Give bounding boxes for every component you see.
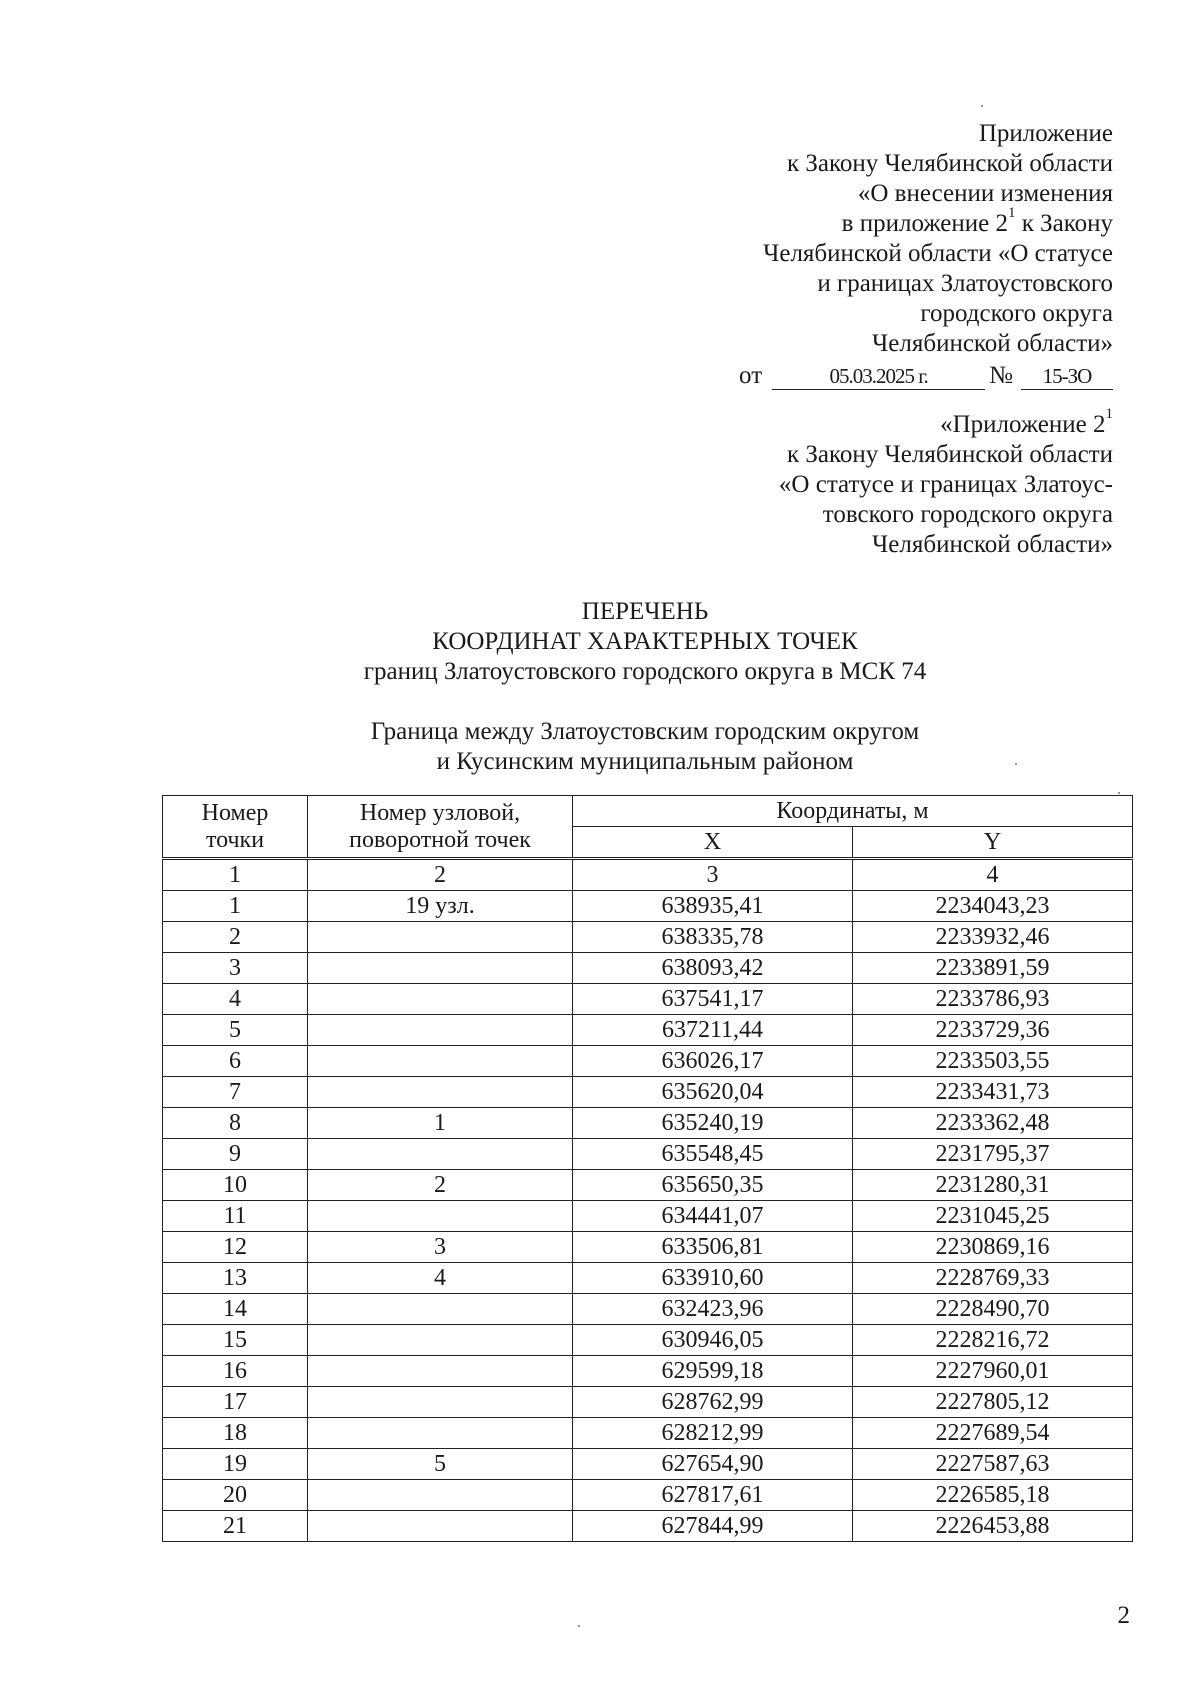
- annex-line-prefix: «Приложение 2: [940, 411, 1106, 438]
- cell-node-number: 5: [308, 1449, 573, 1480]
- table-row: [163, 984, 1133, 1015]
- cell-y: 2231045,25: [853, 1201, 1133, 1232]
- header-text: поворотной точек: [349, 826, 531, 853]
- page-number: 2: [1117, 1602, 1130, 1629]
- table-row: [163, 953, 1133, 984]
- scan-speck: [578, 1625, 580, 1627]
- cell-node-number: 1: [308, 1108, 573, 1139]
- cell-x: 637211,44: [573, 1015, 853, 1046]
- cell-x: 636026,17: [573, 1046, 853, 1077]
- table-row: [163, 922, 1133, 953]
- cell-node-number: [308, 1418, 573, 1449]
- cell-point-number: 13: [163, 1263, 308, 1294]
- table-row: [163, 1139, 1133, 1170]
- cell-x: 627844,99: [573, 1511, 853, 1542]
- cell-y: 2233891,59: [853, 953, 1133, 984]
- table-row: [163, 1077, 1133, 1108]
- cell-point-number: 7: [163, 1077, 308, 1108]
- cell-y: 2227689,54: [853, 1418, 1133, 1449]
- cell-y: 2233729,36: [853, 1015, 1133, 1046]
- table-row: [163, 1015, 1133, 1046]
- cell-y: 2228769,33: [853, 1263, 1133, 1294]
- annex-line: Приложение: [978, 120, 1113, 147]
- cell-x: 633910,60: [573, 1263, 853, 1294]
- law-date-number-line: [739, 361, 1113, 391]
- annex-line-suffix: к Закону: [1021, 210, 1113, 237]
- cell-point-number: 10: [163, 1170, 308, 1201]
- table-row: [163, 1201, 1133, 1232]
- document-title: [0, 597, 1200, 687]
- law-number: 15-ЗО: [1021, 363, 1113, 390]
- cell-node-number: [308, 1046, 573, 1077]
- cell-node-number: [308, 1139, 573, 1170]
- header-text: точки: [205, 826, 265, 853]
- table-row: [163, 1356, 1133, 1387]
- table-header: [163, 796, 1133, 891]
- table-row: [163, 891, 1133, 922]
- cell-x: 638335,78: [573, 922, 853, 953]
- cell-x: 627654,90: [573, 1449, 853, 1480]
- title-line: границ Златоустовского городского округа в МСК 74: [363, 658, 927, 685]
- cell-x: 635240,19: [573, 1108, 853, 1139]
- cell-node-number: [308, 984, 573, 1015]
- cell-node-number: [308, 1294, 573, 1325]
- cell-x: 627817,61: [573, 1480, 853, 1511]
- annex-line: к Закону Челябинской области: [787, 150, 1113, 177]
- superscript: 1: [1105, 406, 1113, 422]
- cell-point-number: 16: [163, 1356, 308, 1387]
- cell-x: 634441,07: [573, 1201, 853, 1232]
- header-node-number: [308, 796, 573, 859]
- number-label: №: [989, 362, 1013, 389]
- cell-point-number: 2: [163, 922, 308, 953]
- cell-y: 2227960,01: [853, 1356, 1133, 1387]
- cell-y: 2227805,12: [853, 1387, 1133, 1418]
- cell-x: 632423,96: [573, 1294, 853, 1325]
- cell-point-number: 15: [163, 1325, 308, 1356]
- subtitle-line: Граница между Златоустовским городским округом: [370, 718, 920, 745]
- table-row: [163, 1480, 1133, 1511]
- original-annex-header: [778, 406, 1113, 560]
- cell-y: 2234043,23: [853, 891, 1133, 922]
- table-row: [163, 1263, 1133, 1294]
- cell-point-number: 14: [163, 1294, 308, 1325]
- section-subtitle: [0, 717, 1200, 777]
- cell-point-number: 9: [163, 1139, 308, 1170]
- cell-point-number: 17: [163, 1387, 308, 1418]
- cell-y: 2233932,46: [853, 922, 1133, 953]
- header-y: Y: [853, 827, 1133, 859]
- header-x: X: [573, 827, 853, 859]
- law-date: 05.03.2025 г.: [772, 363, 985, 390]
- cell-x: 635548,45: [573, 1139, 853, 1170]
- column-index: 4: [853, 859, 1133, 891]
- cell-x: 628212,99: [573, 1418, 853, 1449]
- annex-line: Челябинской области «О статусе: [763, 240, 1113, 267]
- scan-speck: [981, 105, 983, 107]
- table-row: [163, 1108, 1133, 1139]
- cell-point-number: 4: [163, 984, 308, 1015]
- cell-node-number: [308, 922, 573, 953]
- cell-point-number: 20: [163, 1480, 308, 1511]
- cell-point-number: 3: [163, 953, 308, 984]
- column-index-row: [163, 859, 1133, 891]
- table-row: [163, 1511, 1133, 1542]
- cell-y: 2233431,73: [853, 1077, 1133, 1108]
- cell-y: 2231280,31: [853, 1170, 1133, 1201]
- header-point-number: [163, 796, 308, 859]
- column-index: 3: [573, 859, 853, 891]
- cell-point-number: 8: [163, 1108, 308, 1139]
- cell-point-number: 12: [163, 1232, 308, 1263]
- annex-line: товского городского округа: [822, 501, 1113, 528]
- table-body: [163, 891, 1133, 1542]
- cell-point-number: 19: [163, 1449, 308, 1480]
- annex-line: к Закону Челябинской области: [787, 441, 1113, 468]
- column-index: 1: [163, 859, 308, 891]
- table-row: [163, 1046, 1133, 1077]
- table-row: [163, 1418, 1133, 1449]
- cell-y: 2233503,55: [853, 1046, 1133, 1077]
- annex-line: «О внесении изменения: [857, 180, 1113, 207]
- cell-node-number: [308, 1325, 573, 1356]
- header-text: Номер узловой,: [359, 799, 521, 826]
- cell-node-number: [308, 1480, 573, 1511]
- cell-y: 2226585,18: [853, 1480, 1133, 1511]
- cell-node-number: [308, 1511, 573, 1542]
- superscript: 1: [1007, 205, 1016, 221]
- annex-line: «О статусе и границах Златоус-: [778, 471, 1113, 498]
- annex-header: [739, 119, 1113, 391]
- header-text: Номер: [201, 799, 269, 826]
- cell-x: 638935,41: [573, 891, 853, 922]
- cell-node-number: [308, 1356, 573, 1387]
- subtitle-line: и Кусинским муниципальным районом: [436, 748, 854, 775]
- table-row: [163, 1325, 1133, 1356]
- cell-point-number: 18: [163, 1418, 308, 1449]
- cell-y: 2228490,70: [853, 1294, 1133, 1325]
- cell-node-number: 3: [308, 1232, 573, 1263]
- cell-node-number: 2: [308, 1170, 573, 1201]
- cell-y: 2228216,72: [853, 1325, 1133, 1356]
- cell-node-number: [308, 1387, 573, 1418]
- cell-y: 2233362,48: [853, 1108, 1133, 1139]
- table-row: [163, 1294, 1133, 1325]
- cell-x: 633506,81: [573, 1232, 853, 1263]
- cell-x: 630946,05: [573, 1325, 853, 1356]
- scan-speck: [1015, 763, 1017, 765]
- cell-point-number: 21: [163, 1511, 308, 1542]
- header-coordinates: Координаты, м: [573, 796, 1133, 827]
- annex-line-with-superscript: [739, 205, 1113, 239]
- scan-speck: [1118, 792, 1120, 794]
- cell-point-number: 1: [163, 891, 308, 922]
- table-row: [163, 1387, 1133, 1418]
- cell-y: 2230869,16: [853, 1232, 1133, 1263]
- cell-y: 2231795,37: [853, 1139, 1133, 1170]
- cell-y: 2227587,63: [853, 1449, 1133, 1480]
- cell-point-number: 5: [163, 1015, 308, 1046]
- cell-node-number: 4: [308, 1263, 573, 1294]
- cell-x: 635620,04: [573, 1077, 853, 1108]
- cell-x: 638093,42: [573, 953, 853, 984]
- title-line: КООРДИНАТ ХАРАКТЕРНЫХ ТОЧЕК: [432, 628, 858, 655]
- cell-x: 637541,17: [573, 984, 853, 1015]
- annex-line: городского округа: [920, 300, 1113, 327]
- cell-node-number: [308, 1201, 573, 1232]
- title-line: ПЕРЕЧЕНЬ: [581, 598, 709, 625]
- cell-point-number: 11: [163, 1201, 308, 1232]
- cell-x: 628762,99: [573, 1387, 853, 1418]
- cell-node-number: [308, 1015, 573, 1046]
- table-row: [163, 1232, 1133, 1263]
- cell-node-number: [308, 1077, 573, 1108]
- annex-line-prefix: в приложение 2: [841, 210, 1008, 237]
- table-row: [163, 1449, 1133, 1480]
- cell-y: 2226453,88: [853, 1511, 1133, 1542]
- table-header-row: [163, 796, 1133, 827]
- cell-node-number: 19 узл.: [308, 891, 573, 922]
- annex-line-with-superscript: [779, 406, 1113, 440]
- table-row: [163, 1170, 1133, 1201]
- cell-y: 2233786,93: [853, 984, 1133, 1015]
- from-label: от: [739, 362, 763, 389]
- annex-line: и границах Златоустовского: [817, 270, 1113, 297]
- annex-line: Челябинской области»: [872, 330, 1113, 357]
- cell-point-number: 6: [163, 1046, 308, 1077]
- column-index: 2: [308, 859, 573, 891]
- cell-x: 629599,18: [573, 1356, 853, 1387]
- coordinates-table: [162, 795, 1133, 1542]
- annex-line: Челябинской области»: [872, 531, 1113, 558]
- cell-x: 635650,35: [573, 1170, 853, 1201]
- cell-node-number: [308, 953, 573, 984]
